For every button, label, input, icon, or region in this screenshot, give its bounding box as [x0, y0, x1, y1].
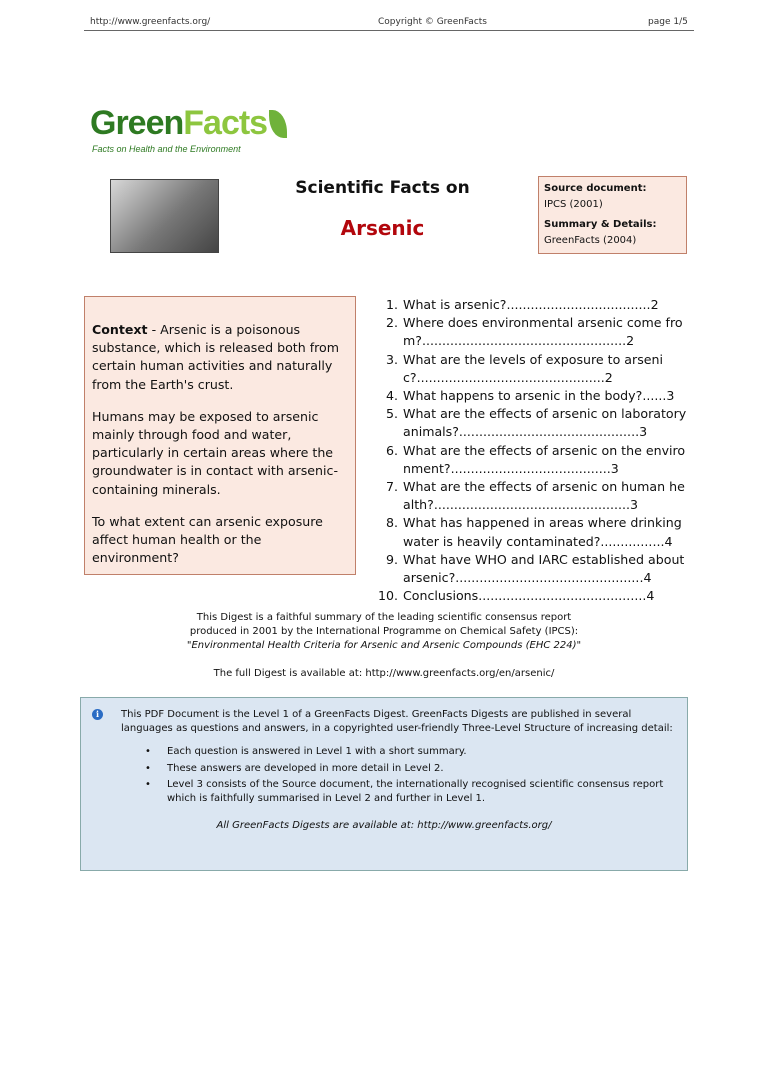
toc-item[interactable] — [372, 387, 688, 405]
logo-tagline: Facts on Health and the Environment — [92, 144, 241, 154]
title-topic: Arsenic — [340, 216, 425, 240]
context-p3: To what extent can arsenic exposure affect human health or the environment? — [92, 513, 323, 566]
toc-item[interactable] — [372, 351, 688, 387]
toc-number: 6. — [385, 442, 398, 458]
toc-number: 3. — [385, 351, 398, 367]
source-label: Source document: — [544, 183, 647, 194]
toc-title[interactable]: What are the effects of arsenic on human health?.................................................3 — [403, 479, 685, 513]
lower-content — [80, 296, 688, 871]
list-item: • Level 3 consists of the Source document, the internationally recognised scientific consensus report which is faithfully summarised in Level 2 and further in Level 1. — [141, 778, 673, 805]
toc-item[interactable] — [372, 314, 688, 350]
summary-label: Summary & Details: — [544, 219, 657, 230]
info-text: This PDF Document is the Level 1 of a GreenFacts Digest. GreenFacts Digests are published in several languages as questions and answers, in a copyrighted user-friendly Three-Level Structure of increasing detail: — [121, 709, 673, 734]
toc-item[interactable] — [372, 514, 688, 550]
logo-part1: Green — [90, 104, 184, 142]
digest-line2: produced in 2001 by the International Programme on Chemical Safety (IPCS): — [189, 626, 579, 638]
toc-number: 7. — [385, 479, 398, 495]
toc-item[interactable] — [372, 405, 688, 441]
digest-line1: This Digest is a faithful summary of the leading scientific consensus report — [196, 612, 572, 624]
all-digests-link[interactable]: All GreenFacts Digests are available at: http://www.greenfacts.org/ — [216, 820, 552, 832]
toc-item[interactable] — [372, 442, 688, 478]
toc-title[interactable]: What happens to arsenic in the body?......3 — [403, 388, 675, 404]
header-copyright: Copyright © GreenFacts — [378, 17, 487, 27]
toc-title[interactable]: What are the effects of arsenic on laboratory animals?.............................................3 — [403, 406, 687, 440]
toc-title[interactable]: Conclusions..........................................4 — [403, 588, 655, 604]
toc-number: 4. — [385, 388, 398, 404]
header-page: page 1/5 — [648, 17, 688, 27]
source-box — [538, 176, 687, 254]
toc-number: 8. — [385, 515, 398, 531]
list-item: • Each question is answered in Level 1 with a short summary. — [141, 745, 673, 759]
full-digest-link[interactable]: The full Digest is available at: http://www.greenfacts.org/en/arsenic/ — [213, 668, 555, 680]
logo-part2: Facts — [183, 104, 268, 142]
toc-number: 9. — [385, 551, 398, 567]
leaf-icon — [269, 110, 287, 138]
toc-title[interactable]: What are the effects of arsenic on the environment?........................................3 — [403, 442, 686, 476]
info-icon: i — [92, 709, 103, 720]
title-line1: Scientific Facts on — [295, 178, 470, 198]
toc-item[interactable] — [372, 296, 688, 314]
header-divider — [84, 30, 694, 31]
info-bullets — [141, 745, 673, 805]
toc-number: 2. — [385, 315, 398, 331]
toc-title[interactable]: Where does environmental arsenic come from?...................................................2 — [403, 315, 683, 349]
toc-item[interactable] — [372, 587, 688, 605]
toc-item[interactable] — [372, 478, 688, 514]
toc-item[interactable] — [372, 551, 688, 587]
digest-line3: "Environmental Health Criteria for Arsenic and Arsenic Compounds (EHC 224)" — [186, 640, 582, 652]
source-value: IPCS (2001) — [544, 199, 603, 210]
toc-title[interactable]: What are the levels of exposure to arsenic?...............................................2 — [403, 351, 663, 385]
context-and-toc-row — [80, 296, 688, 605]
context-p1: - Arsenic is a poisonous substance, which is released both from certain human activities and naturally from the Earth's crust. — [92, 322, 340, 392]
toc-title[interactable]: What have WHO and IARC established about arsenic?...............................................4 — [403, 551, 685, 586]
toc-number: 5. — [385, 406, 398, 422]
context-p2: Humans may be exposed to arsenic mainly through food and water, particularly in certain areas where the groundwater is in contact with arsenic-containing minerals. — [92, 408, 338, 497]
faucet-photo — [110, 179, 219, 253]
info-box — [80, 697, 688, 871]
toc-title[interactable]: What is arsenic?....................................2 — [403, 297, 659, 312]
header-url[interactable]: http://www.greenfacts.org/ — [90, 17, 211, 27]
toc-title[interactable]: What has happened in areas where drinking water is heavily contaminated?................4 — [403, 515, 682, 549]
digest-note — [80, 611, 688, 653]
summary-value: GreenFacts (2004) — [544, 235, 637, 246]
greenfacts-logo — [90, 104, 370, 160]
toc-number: 1. — [385, 297, 398, 312]
context-box — [84, 296, 356, 575]
list-item: • These answers are developed in more detail in Level 2. — [141, 762, 673, 776]
table-of-contents — [372, 296, 688, 605]
context-lead: Context — [92, 322, 148, 337]
toc-number: 10. — [377, 588, 398, 604]
